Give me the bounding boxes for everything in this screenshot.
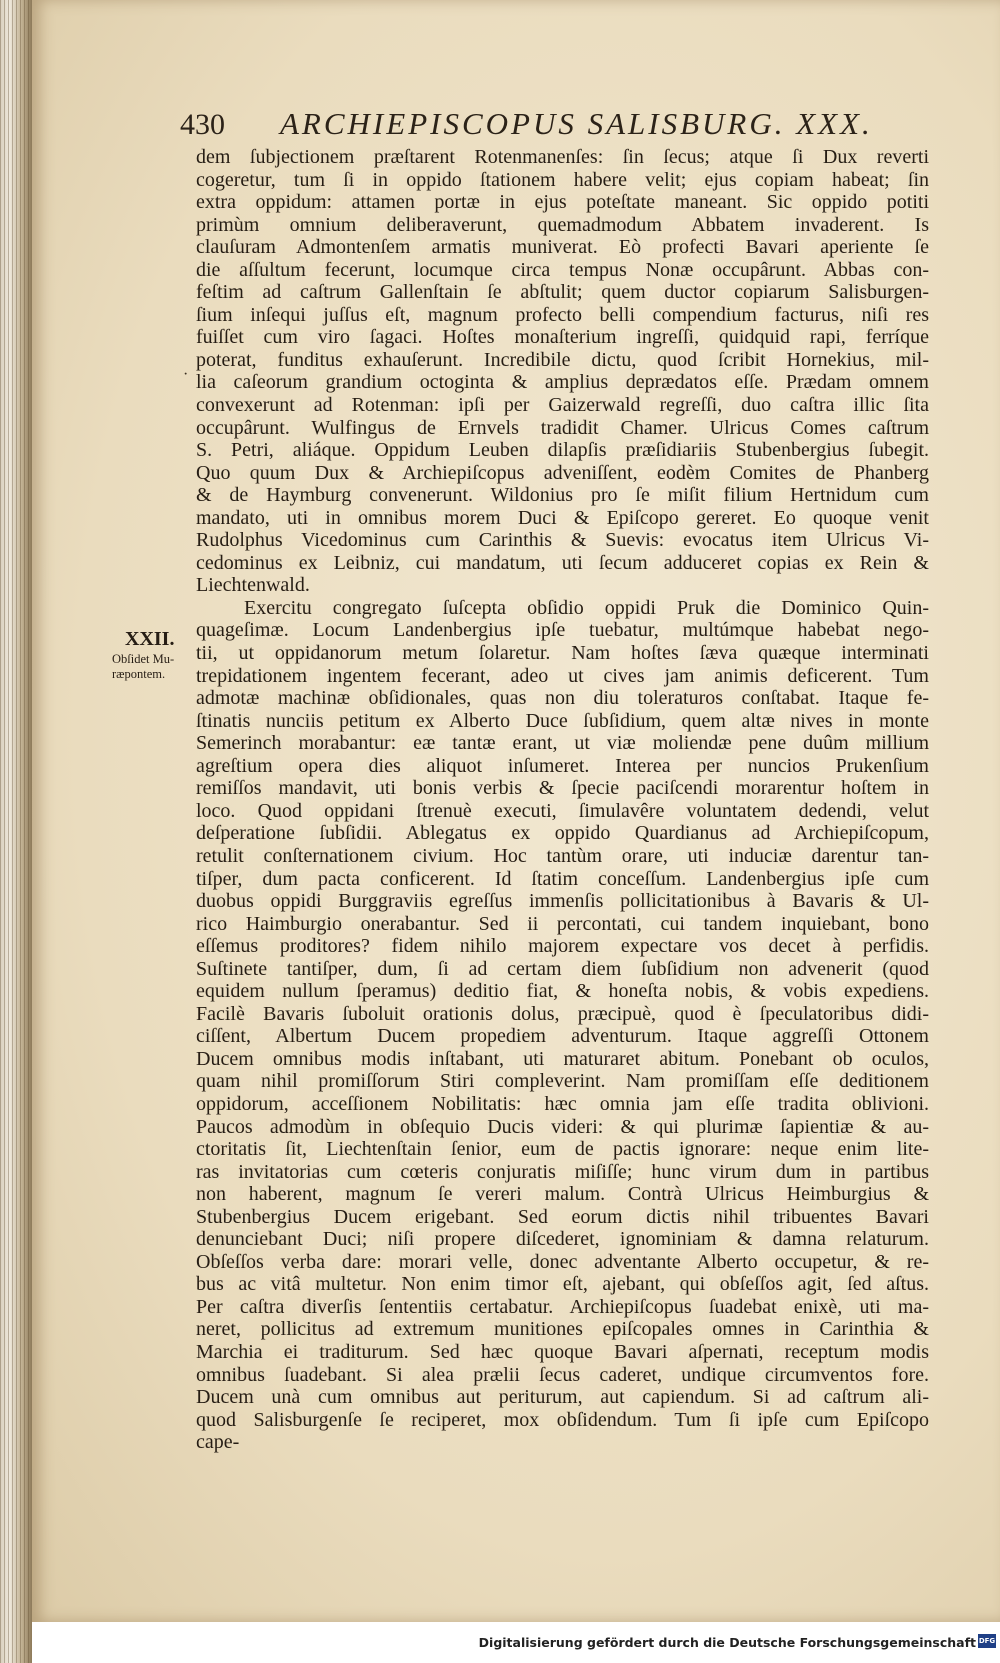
text-line: Marchia ei traditurum. Sed hæc quoque Bavari aſpernati, receptum modis: [196, 1340, 929, 1363]
margin-note-line: Obſidet Mu-: [112, 652, 175, 666]
text-line: ciſſent, Albertum Ducem propediem adventurum. Itaque aggreſſi Ottonem: [196, 1025, 929, 1048]
text-line: eſſemus proditores? fidem nihilo majorem expectare vos decet à perfidis.: [196, 935, 929, 958]
footer-bar: [32, 1622, 1000, 1663]
text-line: & de Haymburg convenerunt. Wildonius pro ſe miſit filium Hertnidum cum: [196, 484, 929, 507]
catchword: [196, 1454, 929, 1477]
text-line: deſperatione ſubſidii. Ablegatus ex oppido Quardianus ad Archiepiſcopum,: [196, 822, 929, 845]
text-line: loco. Quod oppidani ſtrenuè executi, ſimulavêre voluntatem dedendi, velut: [196, 799, 929, 822]
text-line: extra oppidum: attamen portæ in ejus poteſtate maneant. Sic oppido potiti: [196, 191, 929, 214]
section-number: XXII.: [125, 628, 175, 650]
text-line: rico Haimburgio onerabantur. Sed ii percontati, cui tandem inquiebant, bono: [196, 912, 929, 935]
text-line: remiſſos mandavit, uti bonis verbis & ſpecie paciſcendi morarentur hoſtem in: [196, 777, 929, 800]
text-line: Semerinch morabantur: eæ tantæ erant, ut viæ moliendæ pene duûm millium: [196, 732, 929, 755]
text-line: tiſper, dum pacta conficerent. Id ſtatim conceſſum. Landenbergius ipſe cum: [196, 867, 929, 890]
text-line: Paucos admodùm in obſequio Ducis videri: & qui plurimæ ſapientiæ & au-: [196, 1115, 929, 1138]
text-line: Quo quum Dux & Archiepiſcopus adveniſſent, eodèm Comites de Phanberg: [196, 461, 929, 484]
dfg-logo-icon: DFG: [978, 1634, 996, 1648]
text-line: primùm omnium deliberaverunt, quemadmodum Abbatem invaderent. Is: [196, 213, 929, 236]
text-line: admotæ machinæ obſidionales, quas non diu toleraturos conſtabat. Itaque fe-: [196, 687, 929, 710]
text-line: clauſuram Admontenſem armatis muniverat. Eò profecti Bavari aperiente ſe: [196, 236, 929, 259]
text-line: ſium inſequi juſſus eſt, magnum profecto belli compendium facturus, niſi res: [196, 303, 929, 326]
body-text: [196, 146, 929, 1476]
text-line: oppidorum, acceſſionem Nobilitatis: hæc omnia jam eſſe tradita oblivioni.: [196, 1092, 929, 1115]
text-line: denunciebant Duci; niſi propere diſcederet, ignominiam & damna relaturum.: [196, 1228, 929, 1251]
text-line: poterat, funditus exhauſerunt. Incredibile dictu, quod ſcribit Hornekius, mil-: [196, 348, 929, 371]
text-line: occupârunt. Wulfingus de Ernvels tradidit Chamer. Ulricus Comes caſtrum: [196, 416, 929, 439]
text-line: fuiſſet cum viro ſagaci. Hoſtes monaſterium ingreſſi, quidquid rapi, ferríque: [196, 326, 929, 349]
text-line: Ducem omnibus modis inſtabant, uti maturaret abitum. Ponebant ob oculos,: [196, 1047, 929, 1070]
text-line: mandato, uti in omnibus morem Duci & Epiſcopo gereret. Eo quoque venit: [196, 506, 929, 529]
margin-note: [112, 652, 202, 682]
text-line: quod Salisburgenſe ſe reciperet, mox obſidendum. Tum ſi ipſe cum Epiſcopo: [196, 1408, 929, 1431]
text-line: cogeretur, tum ſi in oppido ſtationem habere velit; ejus copiam habeat; ſin: [196, 168, 929, 191]
text-line: cedominus ex Leibniz, cui mandatum, uti ſecum adduceret copias ex Rein &: [196, 551, 929, 574]
margin-note-line: ræpontem.: [112, 667, 166, 681]
text-line: Facilè Bavaris ſuboluit orationis dolus, præcipuè, quod è ſpeculatoribus didi-: [196, 1002, 929, 1025]
text-line: Rudolphus Vicedominus cum Carinthis & Suevis: evocatus item Ulricus Vi-: [196, 529, 929, 552]
text-line: Suſtinete tantiſper, dum, ſi ad certam diem ſubſidium non advenerit (quod: [196, 957, 929, 980]
text-line: neret, pollicitus ad extremum munitiones epiſcopales omnes in Carinthia &: [196, 1318, 929, 1341]
text-line: tii, ut oppidanorum metum ſolaretur. Nam hoſtes ſæva quæque interminati: [196, 642, 929, 665]
running-head: ARCHIEPISCOPUS SALISBURG. XXX.: [280, 106, 873, 141]
text-line: lia caſeorum grandium octoginta & amplius deprædatos eſſe. Prædam omnem: [196, 371, 929, 394]
page-number: 430: [180, 108, 225, 141]
text-line: non haberent, magnum ſe vereri malum. Contrà Ulricus Heimburgius &: [196, 1183, 929, 1206]
text-line: Stubenbergius Ducem erigebant. Sed eorum dictis nihil tribuentes Bavari: [196, 1205, 929, 1228]
text-line: Per caſtra diverſis ſententiis certabatur. Archiepiſcopus ſuadebat enixè, uti ma-: [196, 1295, 929, 1318]
page-header: [180, 106, 880, 146]
text-line: convexerunt ad Rotenman: ipſi per Gaizerwald regreſſi, duo caſtra illic ſita: [196, 394, 929, 417]
text-line: Exercitu congregato ſuſcepta obſidio oppidi Pruk die Dominico Quin-: [244, 596, 929, 619]
text-line: ctoritatis ſit, Liechtenſtain ſenior, eum de pactis ignorare: neque enim lite-: [196, 1138, 929, 1161]
text-line: cape-: [196, 1431, 240, 1454]
text-line: quam nihil promiſſorum Stiri compleverint. Nam promiſſam eſſe deditionem: [196, 1070, 929, 1093]
text-line: retulit conſternationem civium. Hoc tantùm orare, uti induciæ darentur tan-: [196, 844, 929, 867]
text-line: dem ſubjectionem præſtarent Rotenmanenſes: ſin ſecus; atque ſi Dux reverti: [196, 146, 929, 168]
text-line: die aſſultum fecerunt, locumque circa tempus Nonæ occupârunt. Abbas con-: [196, 258, 929, 281]
text-line: Ducem unà cum omnibus aut periturum, aut capiendum. Si ad caſtrum ali-: [196, 1386, 929, 1409]
text-line: ſtinatis nunciis petitum ex Alberto Duce ſubſidium, quem altæ nives in monte: [196, 709, 929, 732]
text-line: duobus oppidi Burggraviis egreſſus immenſis pollicitationibus à Bavaris & Ul-: [196, 890, 929, 913]
text-line: agreſtium opera dies aliquot inſumeret. Interea per nuncios Prukenſium: [196, 754, 929, 777]
funding-credit: Digitalisierung gefördert durch die Deutsche Forschungsgemeinschaft: [478, 1635, 976, 1650]
text-line: bus ac vitâ multetur. Non enim timor eſt, ajebant, qui obſeſſos agit, ſed aſtus.: [196, 1273, 929, 1296]
text-line: Liechtenwald.: [196, 574, 310, 597]
page-edges: [0, 0, 34, 1663]
text-line: ras invitatorias cum cœteris conjuratis miſiſſe; hunc virum dum in partibus: [196, 1160, 929, 1183]
margin-dot-mark: ·: [183, 366, 189, 383]
text-line: trepidationem ingentem fecerant, adeo ut cives jam animis deficerent. Tum: [196, 664, 929, 687]
text-line: feſtim ad caſtrum Gallenſtain ſe abſtulit; quem ductor copiarum Salisburgen-: [196, 281, 929, 304]
text-line: omnibus ſuadebant. Si alea prælii ſecus caderet, undique circumventos fore.: [196, 1363, 929, 1386]
text-line: equidem nullum ſperamus) deditio fiat, & honeſta nobis, & vobis expediens.: [196, 980, 929, 1003]
text-line: S. Petri, aliáque. Oppidum Leuben dilapſis præſidiariis Stubenbergius ſubegit.: [196, 439, 929, 462]
text-line: quageſimæ. Locum Landenbergius ipſe tuebatur, multúmque habebat nego-: [196, 619, 929, 642]
text-line: Obſeſſos verba dare: morari velle, donec adventante Alberto occupetur, & re-: [196, 1250, 929, 1273]
